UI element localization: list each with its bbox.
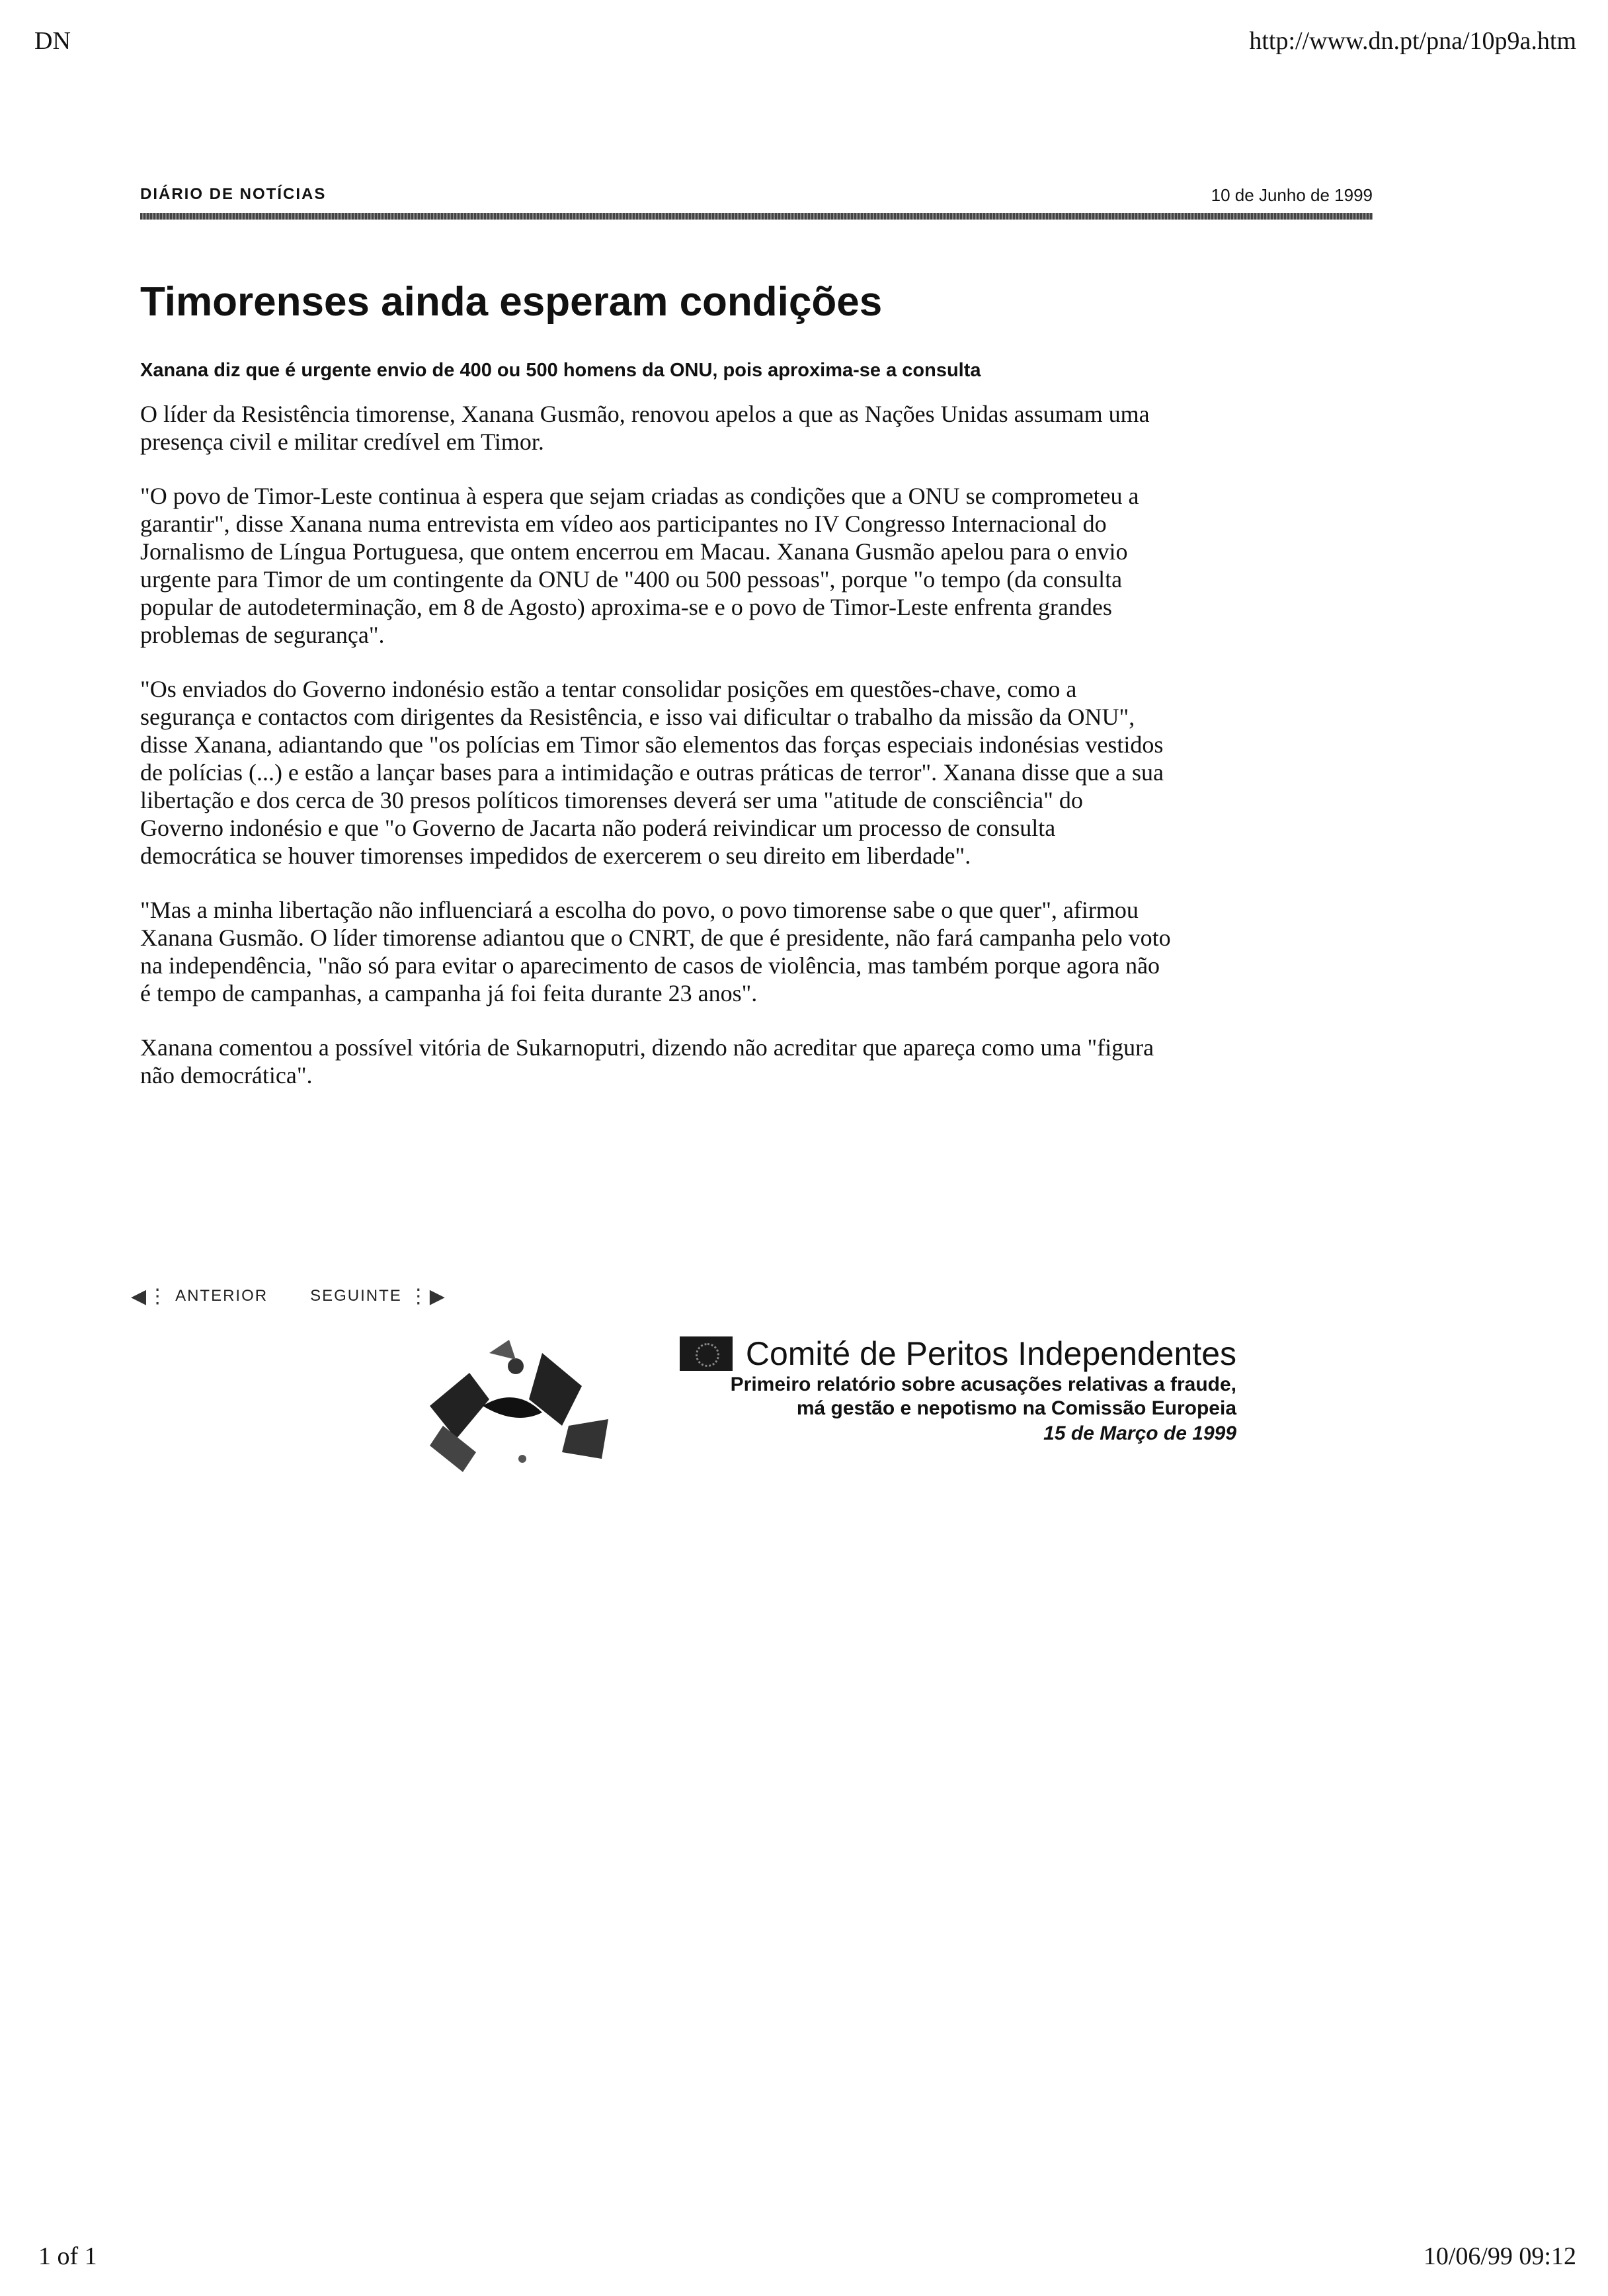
masthead-date: 10 de Junho de 1999 xyxy=(1211,185,1373,205)
article-paragraph: "Os enviados do Governo indonésio estão a tentar consolidar posições em questões-chave, como a segurança e contactos com dirigentes da Resistência, e isso vai dificultar o trabalho da missão da ONU", disse Xanana, adiantando que "os polícias em Timor são elementos das forças especiais indonésias vestidos de polícias (...) e estão a lançar bases para a intimidação e outras práticas de terror". Xanana disse que a sua libertação e dos cerca de 30 presos políticos timorenses deverá ser uma "atitude de consciência" do Governo indonésio e que "o Governo de Jacarta não poderá reivindicar um processo de consulta democrática se houver timorenses impedidos de exercerem o seu direito em liberdade". xyxy=(140,676,1164,870)
article-pager xyxy=(131,1282,489,1311)
print-footer-page: 1 of 1 xyxy=(38,2242,97,2270)
article-paragraph: "O povo de Timor-Leste continua à espera que sejam criadas as condições que a ONU se comprometeu a garantir", disse Xanana numa entrevista em vídeo aos participantes no IV Congresso Internacional do Jornalismo de Língua Portuguesa, que ontem encerrou em Macau. Xanana Gusmão apelou para o envio urgente para Timor de um contingente da ONU de "400 ou 500 pessoas", porque "o tempo (da consulta popular de autodeterminação, em 8 de Agosto) aproxima-se e o povo de Timor-Leste enfrenta grandes problemas de segurança". xyxy=(140,483,1139,649)
banner-title: Comité de Peritos Independentes xyxy=(745,1335,1236,1372)
masthead-rule xyxy=(140,213,1373,220)
arrow-right-icon: ⋮▶ xyxy=(408,1285,446,1307)
article xyxy=(140,278,1277,1116)
next-article-link[interactable] xyxy=(310,1285,446,1308)
article-lead: Xanana diz que é urgente envio de 400 ou 500 homens da ONU, pois aproxima-se a consulta xyxy=(140,360,981,382)
eu-flag-icon xyxy=(680,1336,733,1371)
print-header-url: http://www.dn.pt/pna/10p9a.htm xyxy=(1249,27,1576,55)
banner-title-row xyxy=(680,1334,1236,1373)
eu-report-banner[interactable] xyxy=(417,1321,1236,1480)
banner-text xyxy=(680,1334,1236,1447)
print-header-left: DN xyxy=(34,27,71,55)
masthead-logo[interactable]: DIÁRIO DE NOTÍCIAS xyxy=(140,185,327,203)
article-headline: Timorenses ainda esperam condições xyxy=(140,279,883,325)
previous-label: ANTERIOR xyxy=(175,1287,268,1305)
banner-date: 15 de Março de 1999 xyxy=(1043,1422,1236,1444)
previous-article-link[interactable] xyxy=(131,1285,268,1308)
next-label: SEGUINTE xyxy=(310,1287,402,1305)
print-footer-timestamp: 10/06/99 09:12 xyxy=(1423,2242,1576,2270)
article-paragraph: O líder da Resistência timorense, Xanana Gusmão, renovou apelos a que as Nações Unidas assumam uma presença civil e militar credível em Timor. xyxy=(140,401,1150,456)
masthead xyxy=(140,183,1373,222)
arrow-left-icon: ◀⋮ xyxy=(131,1285,169,1307)
banner-line-1: Primeiro relatório sobre acusações relativas a fraude, xyxy=(730,1374,1236,1395)
banner-line-2: má gestão e nepotismo na Comissão Europeia xyxy=(796,1397,1236,1419)
article-paragraph: "Mas a minha libertação não influenciará a escolha do povo, o povo timorense sabe o que quer", afirmou Xanana Gusmão. O líder timorense adiantou que o CNRT, de que é presidente, não fará campanha pelo voto na independência, "não só para evitar o aparecimento de casos de violência, mas também porque agora não é tempo de campanhas, a campanha já foi feita durante 23 anos". xyxy=(140,897,1171,1007)
article-paragraph: Xanana comentou a possível vitória de Sukarnoputri, dizendo não acreditar que apareça como uma "figura não democrática". xyxy=(140,1034,1154,1089)
banner-illustration xyxy=(417,1327,615,1479)
